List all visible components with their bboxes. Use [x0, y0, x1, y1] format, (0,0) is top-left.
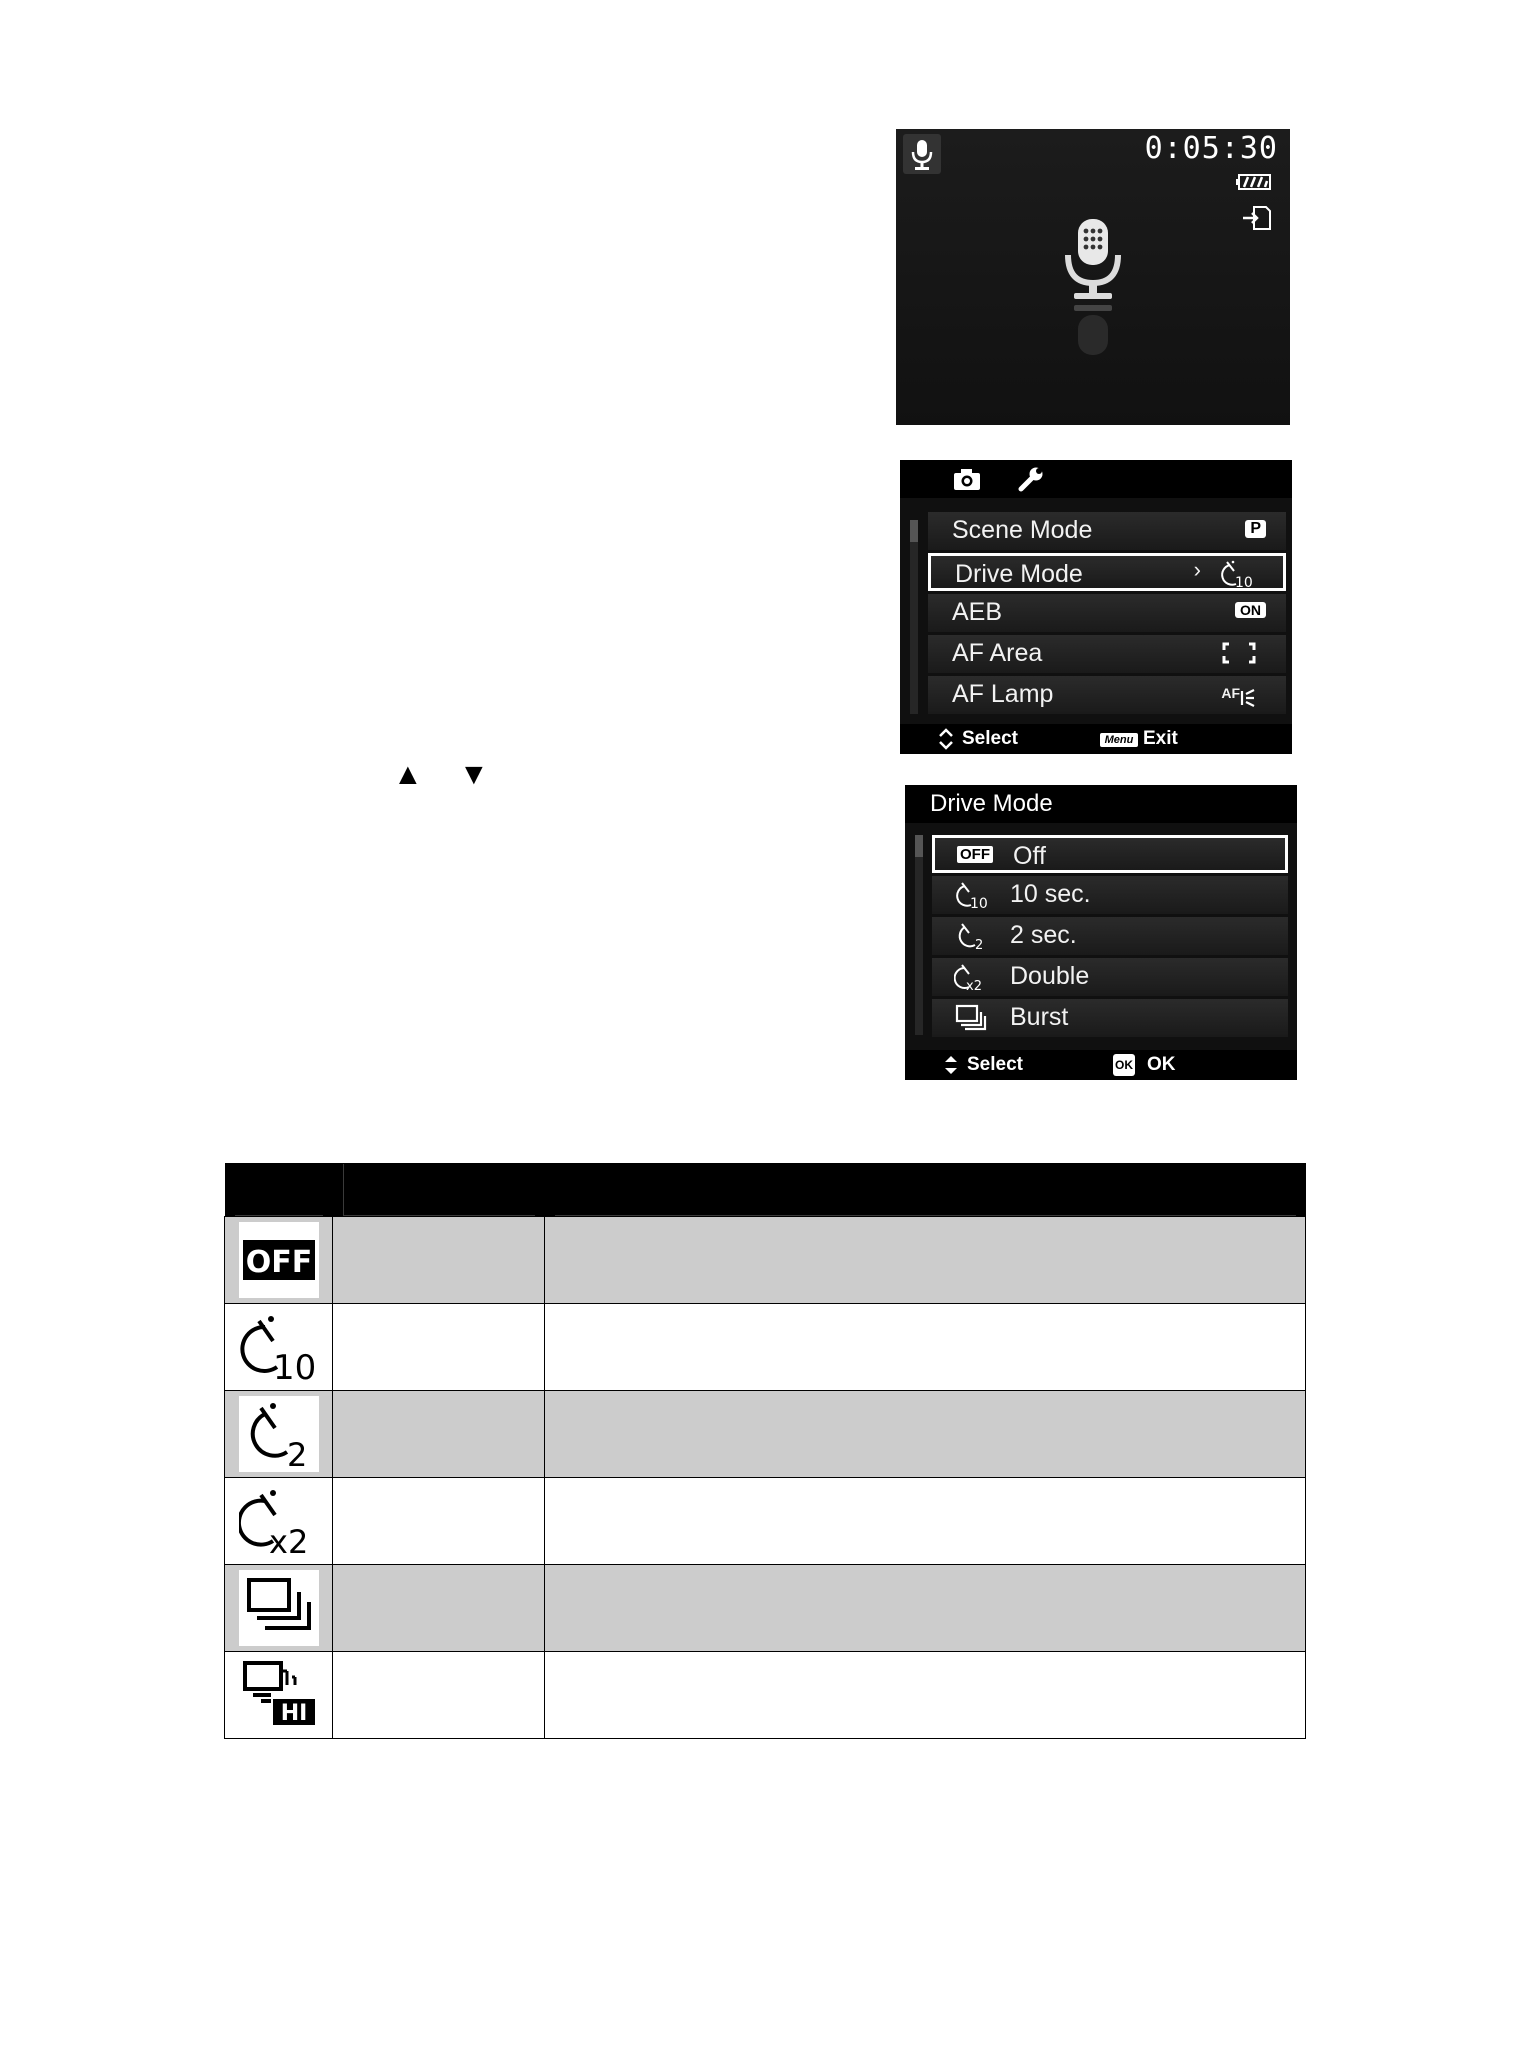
- table-header-row: [225, 1163, 1306, 1217]
- exit-label: Exit: [1143, 728, 1178, 749]
- table-header-cell: [333, 1163, 545, 1217]
- drive-option-off[interactable]: [932, 835, 1288, 873]
- table-row: [225, 1391, 1306, 1478]
- battery-icon: [1236, 173, 1272, 196]
- chevron-right-icon: ›: [1193, 557, 1201, 582]
- svg-text:10: 10: [970, 896, 988, 910]
- af-lamp-value: AF: [1221, 685, 1240, 701]
- menu-scrollbar[interactable]: [910, 520, 918, 714]
- camera-icon[interactable]: [952, 467, 982, 496]
- select-label: Select: [967, 1054, 1023, 1075]
- table-row: [225, 1565, 1306, 1652]
- shooting-menu-screen: [900, 460, 1292, 754]
- svg-text:OFF: OFF: [245, 1245, 312, 1280]
- svg-text:HI: HI: [280, 1701, 307, 1726]
- ok-label: OK: [1147, 1054, 1176, 1075]
- self-timer-double-icon: [239, 1483, 319, 1559]
- self-timer-2-icon: [954, 921, 988, 958]
- table-row: [225, 1217, 1306, 1304]
- select-label: Select: [962, 728, 1018, 749]
- menu-item-af-area[interactable]: [928, 635, 1286, 673]
- drive-option-label: Burst: [1010, 1003, 1069, 1031]
- self-timer-10-icon: [1219, 559, 1253, 596]
- up-down-arrows-icon: [943, 1054, 959, 1082]
- svg-text:2: 2: [286, 1436, 307, 1472]
- menu-item-drive-mode[interactable]: [928, 553, 1286, 591]
- microphone-icon: [903, 134, 941, 174]
- svg-text:x2: x2: [966, 979, 982, 992]
- svg-text:2: 2: [975, 938, 984, 951]
- burst-icon: [239, 1570, 319, 1646]
- menu-item-aeb[interactable]: [928, 594, 1286, 632]
- menu-scrollbar[interactable]: [915, 835, 923, 1035]
- menu-item-label: Drive Mode: [955, 560, 1083, 588]
- program-mode-icon: P: [1245, 520, 1266, 538]
- svg-text:x2: x2: [268, 1523, 308, 1559]
- self-timer-double-icon: [954, 962, 988, 999]
- svg-text:10: 10: [272, 1348, 316, 1385]
- on-badge-icon: ON: [1235, 602, 1266, 618]
- drive-option-2-sec[interactable]: [932, 917, 1288, 955]
- menu-item-af-lamp[interactable]: [928, 676, 1286, 714]
- drive-option-label: 10 sec.: [1010, 880, 1091, 908]
- self-timer-10-icon: [239, 1309, 319, 1385]
- drive-mode-title-bar: [905, 785, 1297, 823]
- drive-mode-table: [224, 1163, 1306, 1739]
- off-icon: [239, 1222, 319, 1298]
- menu-item-label: AEB: [952, 598, 1003, 626]
- menu-item-label: AF Lamp: [952, 680, 1054, 708]
- down-arrow-icon: ▼: [459, 758, 489, 791]
- up-arrow-icon: ▲: [393, 758, 423, 791]
- table-row: [225, 1652, 1306, 1739]
- drive-option-label: 2 sec.: [1010, 921, 1077, 949]
- drive-option-label: Double: [1010, 962, 1090, 990]
- menu-item-label: Scene Mode: [952, 516, 1093, 544]
- wrench-icon[interactable]: [1018, 466, 1044, 497]
- burst-icon: [954, 1003, 988, 1040]
- drive-option-burst[interactable]: [932, 999, 1288, 1037]
- menu-footer: [905, 1050, 1297, 1080]
- drive-mode-screen: [905, 785, 1297, 1080]
- menu-tab-bar: [900, 460, 1292, 498]
- self-timer-2-icon: [239, 1396, 319, 1472]
- drive-option-double[interactable]: [932, 958, 1288, 996]
- table-row: [225, 1304, 1306, 1391]
- menu-item-scene-mode[interactable]: [928, 512, 1286, 550]
- af-lamp-icon: [1240, 685, 1256, 714]
- drive-option-10-sec[interactable]: [932, 876, 1288, 914]
- table-header-cell: [225, 1163, 333, 1217]
- ok-key-badge: OK: [1113, 1054, 1135, 1076]
- self-timer-10-icon: [954, 880, 988, 917]
- off-badge-icon: OFF: [957, 846, 993, 863]
- recording-time: 0:05:30: [1144, 131, 1278, 166]
- voice-recording-screen: [896, 129, 1290, 425]
- menu-item-label: AF Area: [952, 639, 1043, 667]
- burst-hi-icon: [239, 1657, 319, 1733]
- af-area-frame-icon: [1222, 642, 1256, 671]
- memory-card-icon: [1242, 205, 1272, 236]
- up-down-arrows-icon: [938, 728, 954, 756]
- drive-mode-title: Drive Mode: [930, 790, 1053, 817]
- menu-key-badge: Menu: [1100, 733, 1138, 747]
- menu-footer: [900, 724, 1292, 754]
- table-row: [225, 1478, 1306, 1565]
- svg-text:10: 10: [1235, 575, 1253, 589]
- microphone-large-icon: [1056, 219, 1130, 364]
- table-header-cell: [545, 1163, 1306, 1217]
- drive-option-label: Off: [1013, 842, 1046, 870]
